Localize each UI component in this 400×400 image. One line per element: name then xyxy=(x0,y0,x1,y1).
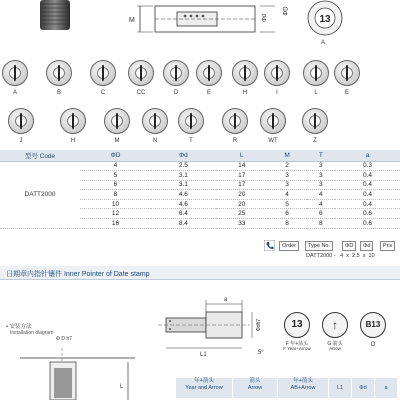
cell: 3 xyxy=(268,180,307,190)
cell: 6 xyxy=(307,209,336,219)
cell: 3 xyxy=(307,171,336,181)
order-label: Order xyxy=(279,241,299,251)
dial-t xyxy=(178,108,204,134)
dial-label: C xyxy=(100,90,106,96)
btm-th-l1: L1 xyxy=(329,378,351,398)
th-phi-d: Φd xyxy=(151,150,216,161)
cell: 3 xyxy=(268,171,307,181)
dial-m xyxy=(104,108,130,134)
dim-phi-d: Φd xyxy=(256,324,263,332)
front-view-dial xyxy=(300,0,350,40)
dial-n xyxy=(142,108,168,134)
btm-th-year-arrow xyxy=(176,378,232,398)
cell: 2.5 xyxy=(151,161,216,171)
cell: 3.1 xyxy=(151,171,216,181)
dial-i xyxy=(264,60,290,86)
section-title: 日期章内指针镶件 Inner Pointer of Date stamp xyxy=(6,271,150,278)
btm-th-a: a xyxy=(375,378,397,398)
spec-table-header xyxy=(0,150,400,161)
btm-th-ab-arrow xyxy=(278,378,328,398)
dim-l1-label: L1 xyxy=(200,352,207,358)
cell: 8 xyxy=(268,219,307,229)
dial-label: M xyxy=(114,138,120,144)
btm-th-cn: 年+箭头 xyxy=(293,378,313,384)
cell: 17 xyxy=(216,180,268,190)
dial-a xyxy=(2,60,28,86)
cell: 0.6 xyxy=(335,219,400,229)
cell: 20 xyxy=(216,190,268,200)
phone-icon xyxy=(264,240,275,251)
dim-phi-d-tolerance: h7 xyxy=(256,318,263,325)
cell: 0.4 xyxy=(335,171,400,181)
cell: 33 xyxy=(216,219,268,229)
dial-e xyxy=(196,60,222,86)
cell: 5 xyxy=(268,199,307,209)
cell: 25 xyxy=(216,209,268,219)
cell: 0.4 xyxy=(335,190,400,200)
cell: 8 xyxy=(80,190,151,200)
cell: 16 xyxy=(80,219,151,229)
cell: 0.4 xyxy=(335,199,400,209)
symbol-f-en: F Year+Arrow xyxy=(283,346,311,351)
cell: 5 xyxy=(80,171,151,181)
symbol-o-label: O xyxy=(370,342,376,348)
dial-label: B xyxy=(56,90,61,96)
dial-e2 xyxy=(334,60,360,86)
symbol-dial-o: B13 xyxy=(360,312,386,338)
dial-j xyxy=(8,108,34,134)
front-dial-digit: 13 xyxy=(319,14,331,25)
view-a-label: A xyxy=(320,40,325,46)
dial-label: I xyxy=(276,90,278,96)
cell: 3.1 xyxy=(151,180,216,190)
dial-h xyxy=(232,60,258,86)
table-row xyxy=(0,161,400,171)
dial-r xyxy=(222,108,248,134)
dim-m-label: M xyxy=(129,17,135,24)
th-phi-D: ΦD xyxy=(80,150,151,161)
dial-d xyxy=(163,60,189,86)
btm-th-en: Arrow xyxy=(247,385,263,391)
cell: 0.3 xyxy=(335,161,400,171)
cell: 8.4 xyxy=(151,219,216,229)
dial-label: CC xyxy=(136,90,146,96)
btm-th-en: Year and Arrow xyxy=(185,385,223,391)
btm-th-arrow xyxy=(233,378,277,398)
th-code: 型号 Code xyxy=(0,150,80,161)
th-t: T xyxy=(307,150,336,161)
cell: 14 xyxy=(216,161,268,171)
cell: 4.6 xyxy=(151,199,216,209)
btm-th-en: AB+Arrow xyxy=(290,385,316,391)
btm-th-cn: 箭头 xyxy=(249,378,261,384)
dial-h2 xyxy=(60,108,86,134)
dial-b xyxy=(46,60,72,86)
cell: 6.4 xyxy=(151,209,216,219)
order-pcs: Pcs xyxy=(380,241,395,251)
cell: 4 xyxy=(307,190,336,200)
dim-phi-d-h7-label xyxy=(256,319,262,331)
dial-label: L xyxy=(314,90,318,96)
dial-cc xyxy=(128,60,154,86)
type-label: Type No. xyxy=(305,241,333,251)
dial-l xyxy=(303,60,329,86)
dim-a-label: a xyxy=(224,297,228,303)
cell: 2 xyxy=(268,161,307,171)
dial-label: E xyxy=(206,90,211,96)
order-example-text: DATT2000 - 4 x 2.5 x 10 xyxy=(306,253,375,259)
dim-phi-D-label: ΦD xyxy=(283,6,290,16)
th-a: a xyxy=(335,150,400,161)
dial-label: N xyxy=(152,138,158,144)
dial-c xyxy=(90,60,116,86)
cell: 6 xyxy=(268,209,307,219)
pin-photo xyxy=(30,0,80,38)
cell: 0.4 xyxy=(335,180,400,190)
dial-label: H xyxy=(242,90,248,96)
cell: 3 xyxy=(307,161,336,171)
cell: 4.6 xyxy=(151,190,216,200)
dial-label: Z xyxy=(313,138,317,144)
cell: 10 xyxy=(80,199,151,209)
cell: 8 xyxy=(307,219,336,229)
symbol-dial-g: ↑ xyxy=(322,312,348,338)
cell: 0.6 xyxy=(335,209,400,219)
install-cn: • 安装方法 xyxy=(6,324,32,330)
cell: 4 xyxy=(307,199,336,209)
side-section-drawing xyxy=(125,0,275,40)
cell: 3 xyxy=(307,180,336,190)
symbol-f-cn: 年+箭头 xyxy=(290,341,309,347)
th-l: L xyxy=(216,150,268,161)
dim-L-label: L xyxy=(120,384,124,390)
dial-label: D xyxy=(173,90,179,96)
dial-label: T xyxy=(189,138,193,144)
dial-wt xyxy=(260,108,286,134)
symbol-g-en: Arrow xyxy=(329,346,341,351)
th-m: M xyxy=(268,150,307,161)
cell: 17 xyxy=(216,171,268,181)
dial-label: H xyxy=(70,138,76,144)
cell: 6 xyxy=(80,180,151,190)
dial-label: WT xyxy=(268,138,278,144)
symbol-dial-f: 13 xyxy=(284,312,310,338)
dial-label: E xyxy=(344,90,349,96)
symbol-g-letter: G xyxy=(327,341,332,347)
dial-label: R xyxy=(232,138,238,144)
dial-label: J xyxy=(19,138,23,144)
symbol-g-cn: 箭头 xyxy=(332,341,343,347)
spec-table xyxy=(0,150,400,229)
model-cell: DATT2000 xyxy=(0,161,80,228)
cell: 20 xyxy=(216,199,268,209)
cell: 4 xyxy=(268,190,307,200)
btm-th-phi-d: Φd xyxy=(352,378,374,398)
order-phi-D: ΦD xyxy=(342,241,356,251)
install-en: Installation diagram xyxy=(10,330,54,336)
cell: 4 xyxy=(80,161,151,171)
angle-label: 5° xyxy=(258,350,264,356)
order-phi-d: Φd xyxy=(360,241,373,251)
symbol-f-letter: F xyxy=(285,341,289,347)
dim-phi-d-label: Φd xyxy=(262,13,268,22)
dial-label: A xyxy=(12,90,17,96)
btm-th-cn: 年+箭头 xyxy=(194,378,214,384)
phi-D-h7-label: Φ D h7 xyxy=(56,336,72,342)
installation-diagram xyxy=(0,338,140,400)
cell: 12 xyxy=(80,209,151,219)
dial-z xyxy=(302,108,328,134)
